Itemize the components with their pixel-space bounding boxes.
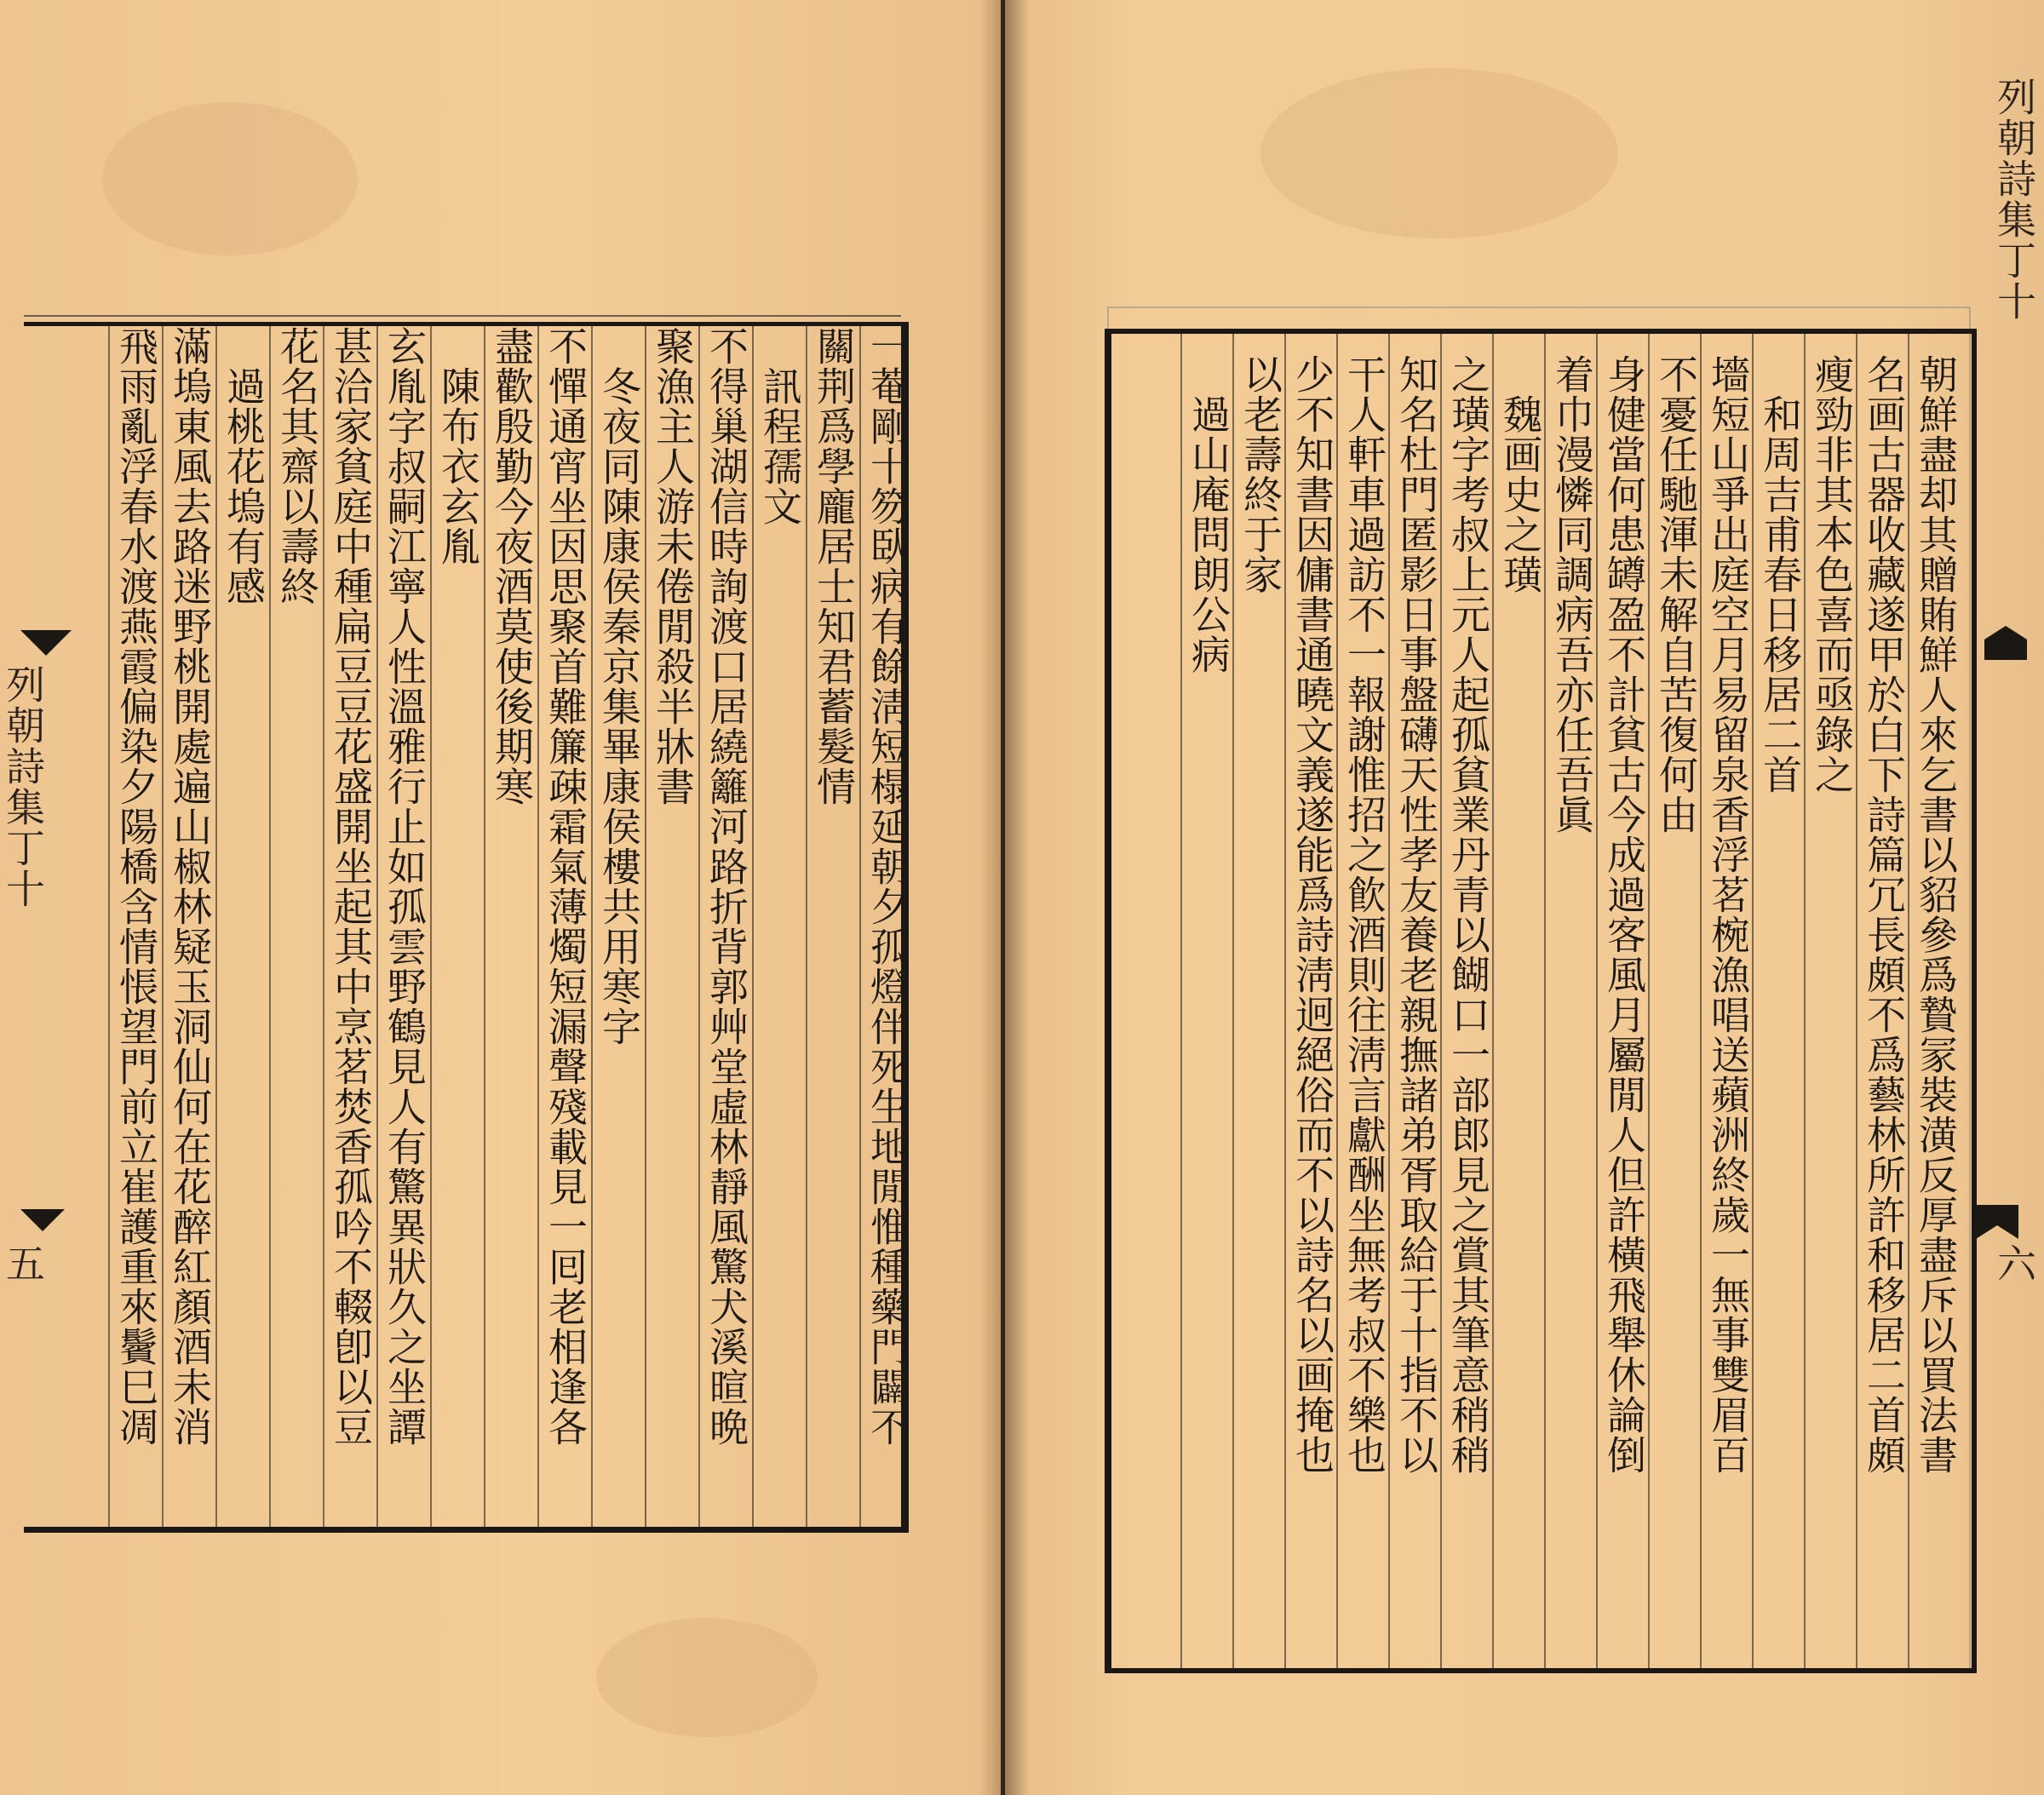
fore-edge-title-right: 列朝詩集丁十: [1991, 77, 2037, 322]
text-column: 聚漁主人游未倦閒殺半牀書: [650, 326, 696, 806]
column-rule: [1908, 334, 1909, 1668]
fore-edge-page-right: 六: [1991, 1243, 2037, 1284]
text-column: 以老壽終于家: [1237, 354, 1283, 594]
column-rule: [215, 326, 217, 1527]
column-rule: [1804, 334, 1806, 1668]
paper-stain: [102, 102, 358, 255]
column-rule: [323, 326, 324, 1527]
text-column: 瘦勁非其本色喜而亟錄之: [1809, 354, 1855, 794]
left-frame-top-rule: [24, 315, 901, 317]
column-rule: [376, 326, 378, 1527]
fore-edge-title-left: 列朝詩集丁十: [0, 664, 46, 909]
text-column: 着巾漫憐同調病吾亦任吾眞: [1549, 354, 1595, 834]
column-rule: [1492, 334, 1494, 1668]
column-rule: [1440, 334, 1442, 1668]
text-column: 干人軒車過訪不一報謝惟招之飮酒則往淸言獻酬坐無考叔不樂也: [1341, 354, 1387, 1475]
text-column: 飛雨亂浮春水渡燕霞偏染夕陽橋含情悵望門前立崔護重來鬢巳凋: [113, 326, 159, 1447]
column-rule: [1336, 334, 1338, 1668]
poem-title: 冬夜同陳康侯秦京集畢康侯樓共用寒字: [596, 326, 642, 1047]
text-column: 朝鮮盡却其贈賄鮮人來乞書以貂參爲贄冡裝潢反厚盡斥以買法書: [1913, 354, 1959, 1475]
author-heading: 陳布衣玄胤: [435, 326, 481, 566]
column-rule: [1544, 334, 1546, 1668]
column-rule: [1856, 334, 1857, 1668]
text-column: 少不知書因傭書通曉文義遂能爲詩淸迥絕俗而不以詩名以画掩也: [1289, 354, 1335, 1475]
column-rule: [752, 326, 754, 1527]
column-rule: [1752, 334, 1754, 1668]
poem-title: 訊程孺文: [757, 326, 803, 526]
text-column: 身健當何患罇盈不計貧古今成過客風月屬閒人但許橫飛舉休論倒: [1601, 354, 1647, 1475]
column-rule: [859, 326, 861, 1527]
author-heading: 魏画史之璜: [1497, 354, 1543, 594]
text-column: 玄胤字叔嗣江寧人性溫雅行止如孤雲野鶴見人有驚異狀久之坐譚: [382, 326, 428, 1447]
column-rule: [430, 326, 432, 1527]
column-rule: [537, 326, 539, 1527]
column-rule: [1180, 334, 1182, 1668]
text-column: 甚洽家貧庭中種扁豆豆花盛開坐起其中烹茗焚香孤吟不輟卽以豆: [328, 326, 374, 1447]
fore-edge-page-left: 五: [0, 1243, 46, 1284]
text-column: 之璜字考叔上元人起孤貧業丹青以餬口一部郎見之賞其筆意稍稍: [1445, 354, 1491, 1475]
left-text-frame: [24, 322, 909, 1533]
column-rule: [1596, 334, 1598, 1668]
text-column: 知名杜門匿影日事盤礴天性孝友養老親撫諸弟胥取給于十指不以: [1393, 354, 1439, 1475]
poem-title: 過山庵問朗公病: [1186, 354, 1232, 674]
text-column: 名画古器收藏遂甲於白下詩篇冗長頗不爲藝林所許和移居二首頗: [1861, 354, 1907, 1475]
column-rule: [1388, 334, 1390, 1668]
text-column: 不得巢湖信時詢渡口居繞籬河路折背郭艸堂虛林靜風驚犬溪暄晩: [703, 326, 749, 1447]
column-rule: [1700, 334, 1702, 1668]
text-column: 滿塢東風去路迷野桃開處遍山椒林疑玉洞仙何在花醉紅顏酒未消: [167, 326, 213, 1447]
column-rule: [484, 326, 485, 1527]
text-column: 不憚通宵坐因思聚首難簾疎霜氣薄燭短漏聲殘載見一囘老相逢各: [543, 326, 589, 1447]
column-rule: [645, 326, 646, 1527]
column-rule: [1284, 334, 1286, 1668]
column-rule: [698, 326, 700, 1527]
column-rule: [591, 326, 593, 1527]
column-rule: [1648, 334, 1650, 1668]
text-column: 不憂任馳渾未解自苦復何由: [1653, 354, 1699, 834]
column-rule: [162, 326, 164, 1527]
poem-title: 和周吉甫春日移居二首: [1757, 354, 1803, 794]
column-rule: [806, 326, 807, 1527]
poem-title: 過桃花塢有感: [221, 326, 267, 606]
column-rule: [1232, 334, 1234, 1668]
fishtail-mark: [20, 1209, 65, 1231]
text-column: 關荆爲學龐居士知君蓄髮情: [811, 326, 857, 806]
spine-shadow-right: [1005, 0, 1029, 1795]
spine-shadow-left: [979, 0, 1003, 1795]
text-column: 墻短山爭出庭空月易留泉香浮茗椀漁唱送蘋洲終歲一無事雙眉百: [1705, 354, 1751, 1475]
text-column: 盡歡殷勤今夜酒莫使後期寒: [489, 326, 535, 806]
column-rule: [108, 326, 110, 1527]
fishtail-mark: [20, 630, 72, 656]
column-rule: [269, 326, 271, 1527]
right-text-frame: [1105, 329, 1977, 1673]
text-column: 花名其齋以壽終: [274, 326, 320, 606]
text-column: 一菴剛十笏臥病有餘淸短榻延朝夕孤燈伴死生地閒惟種藥門闢不: [864, 326, 910, 1447]
paper-stain: [1260, 68, 1618, 238]
paper-stain: [596, 1618, 818, 1737]
